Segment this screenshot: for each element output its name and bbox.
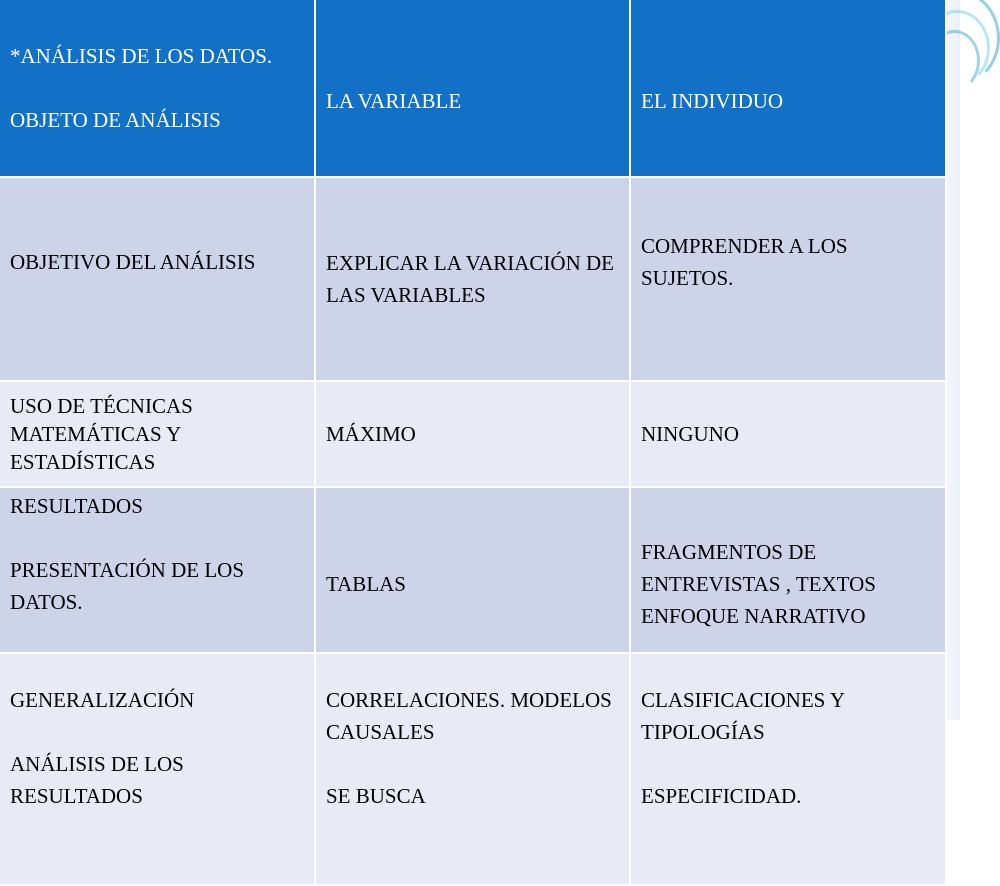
- table-cell: [315, 653, 630, 885]
- cell-text: ANÁLISIS DE LOS RESULTADOS: [10, 752, 184, 808]
- table-cell: [630, 177, 946, 381]
- table-cell: [0, 653, 315, 885]
- cell-text: OBJETO DE ANÁLISIS: [10, 108, 221, 132]
- table-cell: [630, 381, 946, 487]
- table-row: [0, 653, 946, 885]
- cell-text: GENERALIZACIÓN: [10, 688, 195, 712]
- cell-text: USO DE TÉCNICAS MATEMÁTICAS Y ESTADÍSTICAS: [10, 394, 193, 474]
- cell-text: TABLAS: [326, 572, 406, 596]
- table-row: [0, 487, 946, 653]
- header-cell: [315, 0, 630, 177]
- cell-text: EXPLICAR LA VARIACIÓN DE LAS VARIABLES: [326, 251, 614, 307]
- cell-text: EL INDIVIDUO: [641, 89, 784, 113]
- cell-text: CORRELACIONES. MODELOS CAUSALES: [326, 688, 612, 744]
- table-cell: [630, 653, 946, 885]
- table-header-row: [0, 0, 946, 177]
- table-cell: [630, 487, 946, 653]
- header-cell: [0, 0, 315, 177]
- table-row: [0, 381, 946, 487]
- header-cell: [630, 0, 946, 177]
- table-cell: [315, 177, 630, 381]
- cell-text: COMPRENDER A LOS SUJETOS.: [641, 234, 848, 290]
- slide-edge-decoration: [946, 0, 960, 720]
- table-cell: [0, 177, 315, 381]
- table-cell: [0, 487, 315, 653]
- table-cell: [315, 487, 630, 653]
- cell-text: FRAGMENTOS DE ENTREVISTAS , TEXTOS ENFOQUE NARRATIVO: [641, 540, 876, 628]
- table-row: [0, 177, 946, 381]
- cell-text: *ANÁLISIS DE LOS DATOS.: [10, 44, 273, 68]
- cell-text: NINGUNO: [641, 422, 739, 446]
- cell-text: MÁXIMO: [326, 422, 416, 446]
- cell-text: LA VARIABLE: [326, 89, 462, 113]
- cell-text: SE BUSCA: [326, 784, 426, 808]
- cell-text: OBJETIVO DEL ANÁLISIS: [10, 250, 256, 274]
- cell-text: PRESENTACIÓN DE LOS DATOS.: [10, 558, 244, 614]
- table-cell: [315, 381, 630, 487]
- cell-text: RESULTADOS: [10, 494, 143, 518]
- cell-text: ESPECIFICIDAD.: [641, 784, 802, 808]
- cell-text: CLASIFICACIONES Y TIPOLOGÍAS: [641, 688, 845, 744]
- table-cell: [0, 381, 315, 487]
